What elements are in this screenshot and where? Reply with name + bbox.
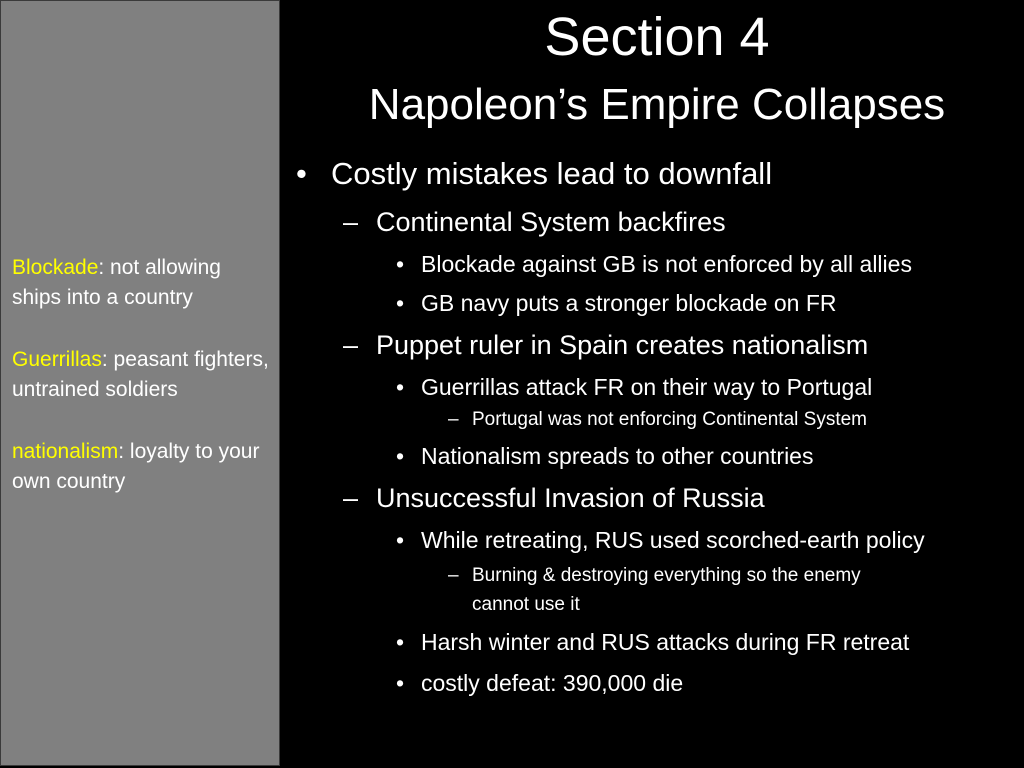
bullet-icon: • [396,290,405,316]
russia-winter: Harsh winter and RUS attacks during FR retreat [421,629,910,655]
spain-guerrillas: Guerrillas attack FR on their way to Portugal [421,374,873,400]
russia-defeat: costly defeat: 390,000 die [421,670,684,696]
bullet-icon: • [396,443,405,469]
definition-text-nationalism: : loyalty to your own country [12,440,260,493]
dash-icon: – [343,207,359,237]
bullet-icon: • [396,251,405,277]
dash-icon: – [343,483,359,513]
continental-heading: Continental System backfires [376,207,726,237]
spain-heading: Puppet ruler in Spain creates nationalism [376,330,869,360]
slide-subtitle: Napoleon’s Empire Collapses [368,80,946,129]
term-guerrillas: Guerrillas [12,348,102,371]
russia-scorched-note-line-2: cannot use it [472,594,580,615]
bullet-icon: • [396,670,405,696]
spain-portugal-note: Portugal was not enforcing Continental System [472,409,867,430]
definition-text-guerrillas: : peasant fighters, untrained soldiers [12,348,269,401]
russia-retreat: While retreating, RUS used scorched-earth policy [421,527,925,553]
dash-icon: – [448,409,459,430]
russia-scorched-note-line-1: Burning & destroying everything so the enemy [472,565,861,586]
outline-main-point: Costly mistakes lead to downfall [331,156,773,191]
spain-nationalism: Nationalism spreads to other countries [421,443,814,469]
bullet-icon: • [396,629,405,655]
definition-text-blockade: : not allowing ships into a country [12,256,221,309]
russia-heading: Unsuccessful Invasion of Russia [376,483,765,513]
bullet-icon: • [296,156,307,191]
continental-item-2: GB navy puts a stronger blockade on FR [421,290,837,316]
dash-icon: – [448,565,459,586]
term-nationalism: nationalism [12,440,119,463]
term-blockade: Blockade [12,256,99,279]
dash-icon: – [343,330,359,360]
continental-item-1: Blockade against GB is not enforced by all allies [421,251,912,277]
bullet-icon: • [396,374,405,400]
bullet-icon: • [396,527,405,553]
section-title: Section 4 [544,7,770,67]
